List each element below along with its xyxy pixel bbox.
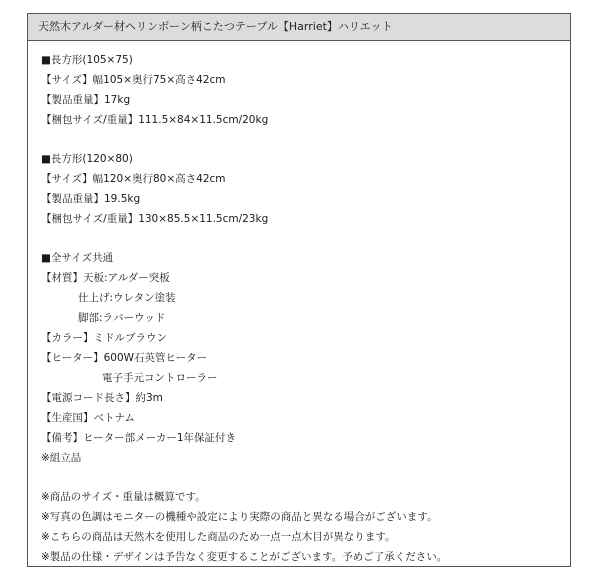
disclaimer-line: ※写真の色調はモニターの機種や設定により実際の商品と異なる場合がございます。 bbox=[41, 511, 438, 523]
spec-size: 【サイズ】幅120×奥行80×高さ42cm bbox=[41, 173, 226, 185]
disclaimer-line: ※こちらの商品は天然木を使用した商品のため一点一点木目が異なります。 bbox=[41, 531, 396, 543]
product-title: 天然木アルダー材ヘリンボーン柄こたつテーブル【Harriet】ハリエット bbox=[28, 14, 570, 41]
spec-heater-controller: 電子手元コントローラー bbox=[102, 372, 218, 384]
spec-package: 【梱包サイズ/重量】130×85.5×11.5cm/23kg bbox=[41, 213, 269, 225]
spec-assembly: ※組立品 bbox=[41, 452, 82, 464]
section-common bbox=[41, 248, 570, 468]
spec-notes: 【備考】ヒーター部メーカー1年保証付き bbox=[41, 432, 237, 444]
spec-cord-length: 【電源コード長さ】約3m bbox=[41, 392, 163, 404]
section-size-105x75 bbox=[41, 50, 570, 130]
spec-heater: 【ヒーター】600W石英管ヒーター bbox=[41, 352, 208, 364]
section-heading: ■長方形(105×75) bbox=[41, 54, 133, 66]
spec-body bbox=[28, 41, 570, 567]
spec-package: 【梱包サイズ/重量】111.5×84×11.5cm/20kg bbox=[41, 114, 269, 126]
spec-weight: 【製品重量】17kg bbox=[41, 94, 131, 106]
section-heading: ■長方形(120×80) bbox=[41, 153, 133, 165]
section-disclaimers bbox=[41, 487, 570, 567]
spec-color: 【カラー】ミドルブラウン bbox=[41, 332, 167, 344]
section-gap bbox=[41, 468, 570, 487]
section-size-120x80 bbox=[41, 149, 570, 229]
disclaimer-line: ※商品のサイズ・重量は概算です。 bbox=[41, 491, 206, 503]
spec-origin: 【生産国】ベトナム bbox=[41, 412, 135, 424]
spec-size: 【サイズ】幅105×奥行75×高さ42cm bbox=[41, 74, 226, 86]
spec-panel bbox=[27, 13, 571, 567]
section-gap bbox=[41, 229, 570, 248]
section-gap bbox=[41, 130, 570, 149]
spec-material-top: 【材質】天板:アルダー突板 bbox=[41, 272, 170, 284]
spec-material-finish: 仕上げ:ウレタン塗装 bbox=[78, 292, 176, 304]
section-heading: ■全サイズ共通 bbox=[41, 252, 114, 264]
spec-material-legs: 脚部:ラバーウッド bbox=[78, 312, 166, 324]
disclaimer-line: ※製品の仕様・デザインは予告なく変更することがございます。予めご了承ください。 bbox=[41, 551, 448, 563]
spec-weight: 【製品重量】19.5kg bbox=[41, 193, 141, 205]
